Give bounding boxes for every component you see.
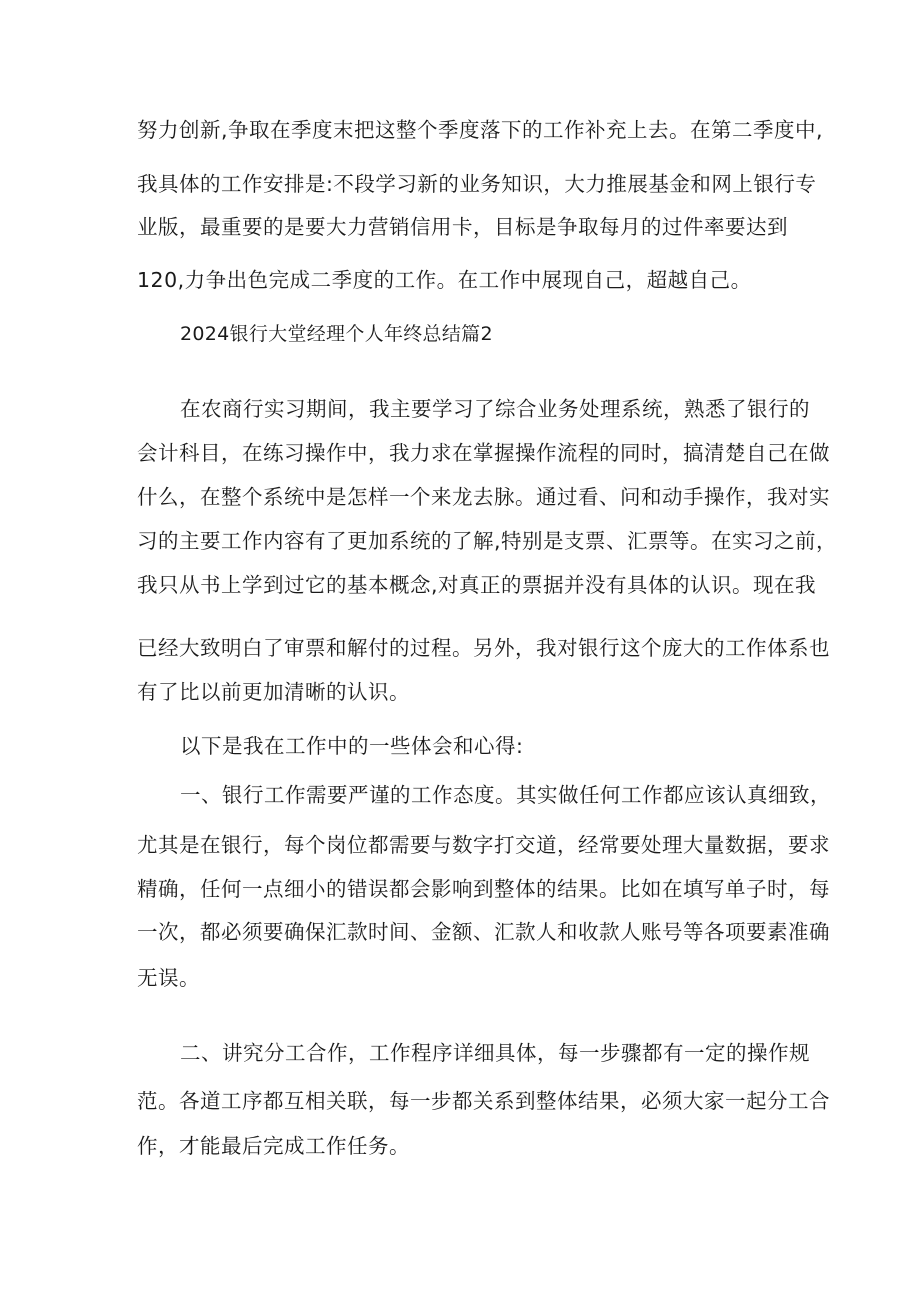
paragraph-line: 在农商行实习期间，我主要学习了综合业务处理系统，熟悉了银行的	[180, 397, 810, 421]
paragraph-line: 业版，最重要的是要大力营销信用卡，目标是争取每月的过件率要达到	[137, 215, 788, 239]
paragraph-line: 一次，都必须要确保汇款时间、金额、汇款人和收款人账号等各项要素准确	[137, 920, 830, 944]
paragraph-line: 努力创新,争取在季度末把这整个季度落下的工作补充上去。在第二季度中,	[137, 118, 824, 142]
paragraph-line: 尤其是在银行，每个岗位都需要与数字打交道，经常要处理大量数据，要求	[137, 833, 830, 857]
paragraph-line: 习的主要工作内容有了更加系统的了解,特别是支票、汇票等。在实习之前，	[137, 529, 838, 553]
paragraph-line: 一、银行工作需要严谨的工作态度。其实做任何工作都应该认真细致，	[180, 783, 831, 807]
paragraph-line: 二、讲究分工合作，工作程序详细具体，每一步骤都有一定的操作规	[180, 1041, 810, 1065]
paragraph-line: 以下是我在工作中的一些体会和心得:	[180, 734, 524, 758]
paragraph-line: 我只从书上学到过它的基本概念,对真正的票据并没有具体的认识。现在我	[137, 573, 817, 597]
paragraph-line: 什么，在整个系统中是怎样一个来龙去脉。通过看、问和动手操作，我对实	[137, 485, 830, 509]
paragraph-line: 会计科目，在练习操作中，我力求在掌握操作流程的同时，搞清楚自己在做	[137, 441, 830, 465]
paragraph-line: 已经大致明白了审票和解付的过程。另外，我对银行这个庞大的工作体系也	[137, 636, 830, 660]
paragraph-line: 我具体的工作安排是:不段学习新的业务知识，大力推展基金和网上银行专	[137, 172, 817, 196]
paragraph-line: 作，才能最后完成工作任务。	[137, 1134, 410, 1158]
paragraph-line: 无误。	[137, 966, 200, 990]
paragraph-line: 范。各道工序都互相关联，每一步都关系到整体结果，必须大家一起分工合	[137, 1089, 830, 1113]
paragraph-line: 有了比以前更加清晰的认识。	[137, 680, 410, 704]
paragraph-line: 精确，任何一点细小的错误都会影响到整体的结果。比如在填写单子时，每	[137, 877, 830, 901]
section-heading: 2024银行大堂经理个人年终总结篇2	[180, 323, 493, 345]
paragraph-line: 120,力争出色完成二季度的工作。在工作中展现自己，超越自己。	[137, 268, 752, 292]
